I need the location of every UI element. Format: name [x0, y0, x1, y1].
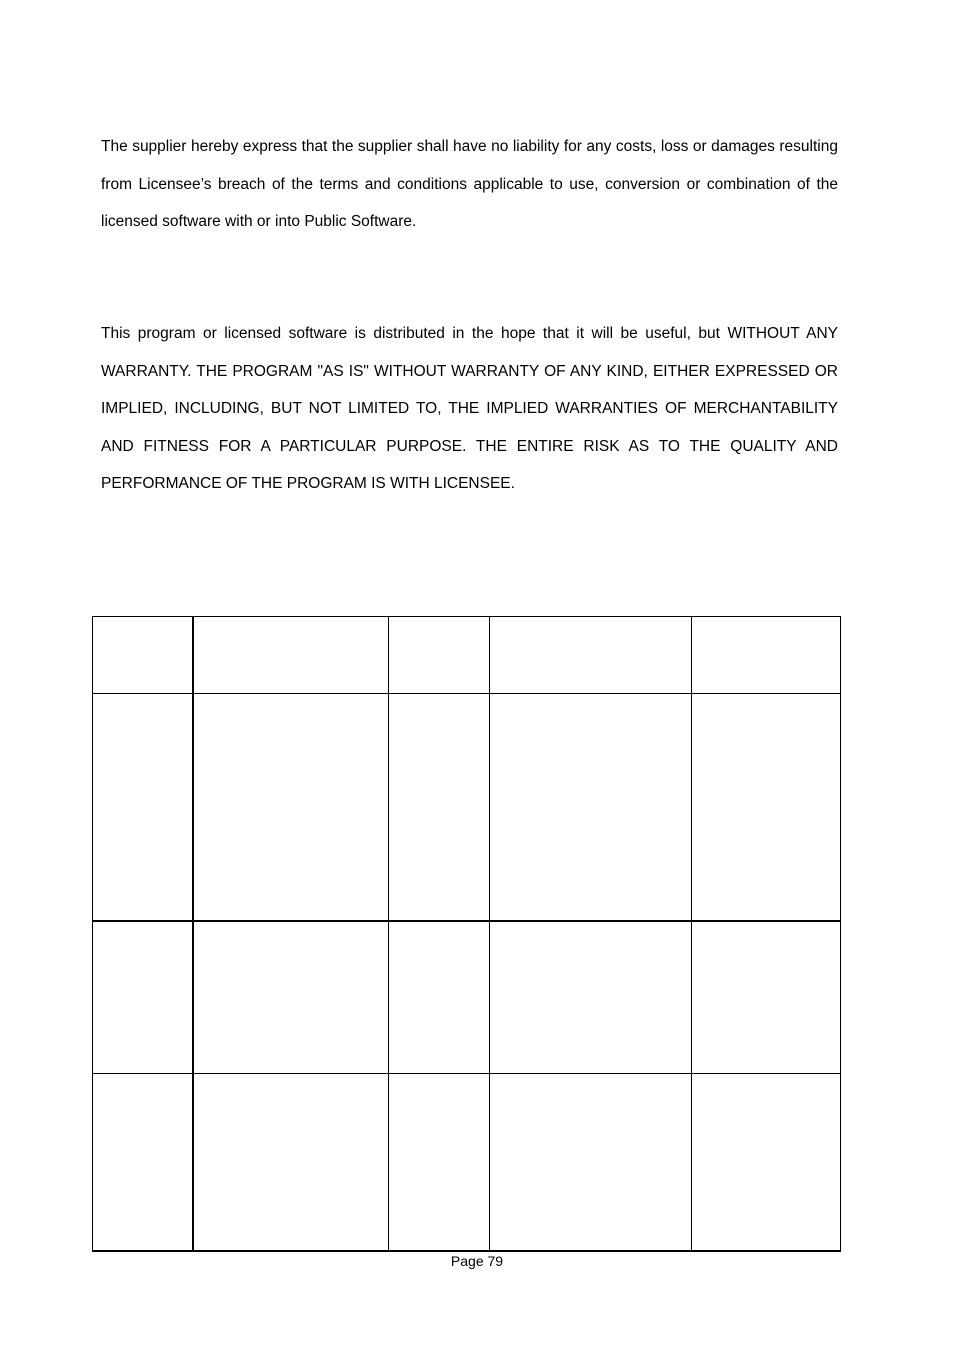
table-cell	[389, 1074, 490, 1252]
table-cell	[490, 1074, 692, 1252]
table-cell	[93, 617, 193, 694]
table-row	[93, 921, 841, 1074]
table-row	[93, 694, 841, 922]
blank-table	[92, 616, 841, 1252]
liability-paragraph: The supplier hereby express that the supplier shall have no liability for any costs, loss or damages resulting from Licensee’s breach of the terms and conditions applicable to use, conversion or combination of the licensed software with or into Public Software.	[101, 138, 838, 230]
table-cell	[692, 694, 841, 922]
table-cell	[193, 1074, 389, 1252]
table-cell	[193, 617, 389, 694]
table-cell	[389, 921, 490, 1074]
table-cell	[692, 1074, 841, 1252]
table-cell	[93, 694, 193, 922]
table-cell	[692, 617, 841, 694]
table-row	[93, 1074, 841, 1252]
table-cell	[490, 921, 692, 1074]
table-cell	[93, 921, 193, 1074]
table-cell	[490, 617, 692, 694]
table-row	[93, 617, 841, 694]
table-cell	[193, 694, 389, 922]
table-cell	[692, 921, 841, 1074]
table-cell	[93, 1074, 193, 1252]
warranty-disclaimer-paragraph: This program or licensed software is distributed in the hope that it will be useful, but WITHOUT ANY WARRANTY. THE PROGRAM "AS IS" WITHOUT WARRANTY OF ANY KIND, EITHER EXPRESSED OR IMPLIED, INCLUDING, BUT NOT LIMITED TO, THE IMPLIED WARRANTIES OF MERCHANTABILITY AND FITNESS FOR A PARTICULAR PURPOSE. THE ENTIRE RISK AS TO THE QUALITY AND PERFORMANCE OF THE PROGRAM IS WITH LICENSEE.	[101, 325, 838, 492]
page-number: Page 79	[450, 1253, 504, 1269]
table-cell	[389, 617, 490, 694]
table-cell	[193, 921, 389, 1074]
table-cell	[490, 694, 692, 922]
table-cell	[389, 694, 490, 922]
